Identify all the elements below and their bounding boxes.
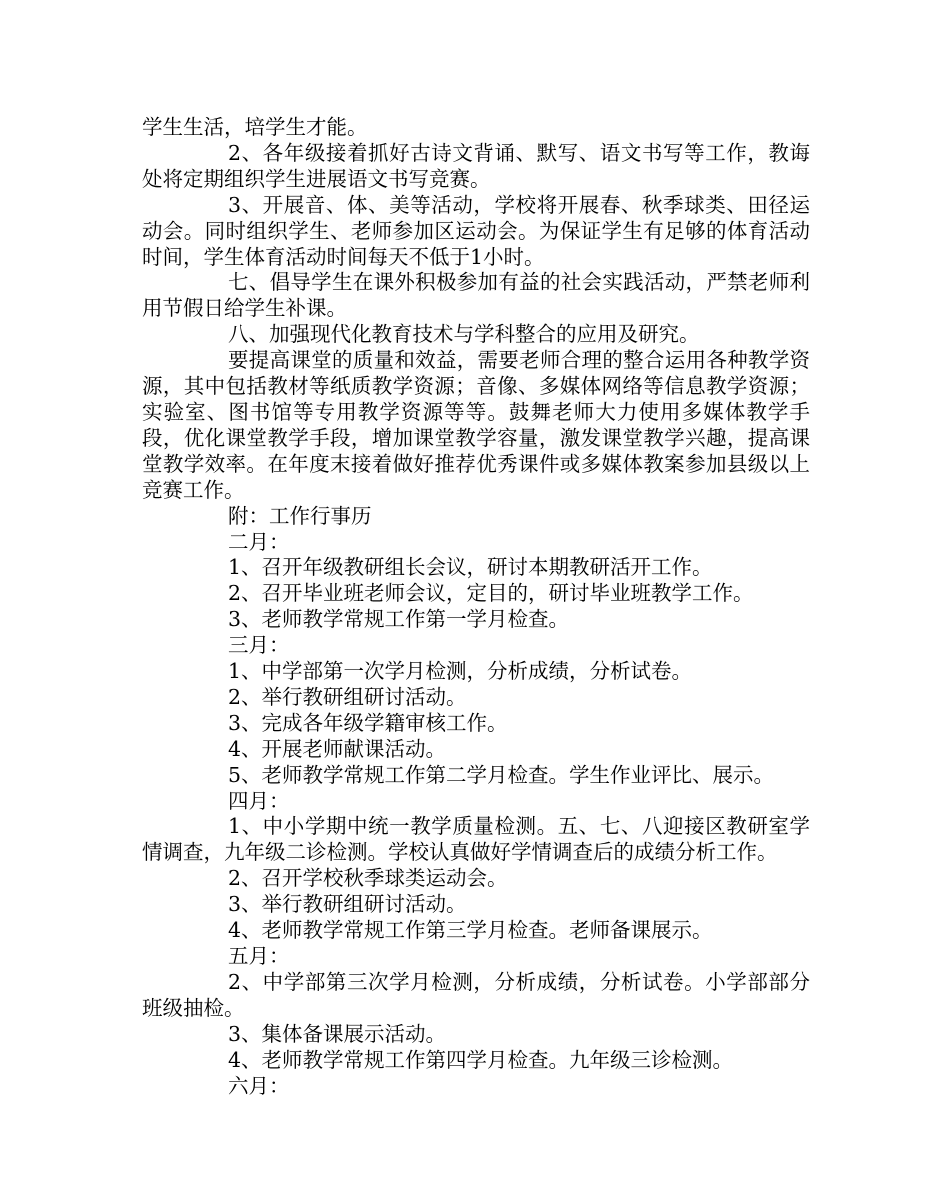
paragraph-section-seven: 七、倡导学生在课外积极参加有益的社会实践活动，严禁老师利用节假日给学生补课。 — [142, 270, 810, 321]
list-item: 1、中学部第一次学月检测，分析成绩，分析试卷。 — [228, 659, 693, 684]
month-heading-june: 六月： — [228, 1073, 290, 1098]
list-item: 5、老师教学常规工作第二学月检查。学生作业评比、展示。 — [228, 762, 775, 787]
list-item: 2、举行教研组研讨活动。 — [228, 684, 467, 709]
month-heading-february: 二月： — [228, 529, 290, 554]
list-item: 3、集体备课展示活动。 — [228, 1021, 447, 1046]
month-heading-march: 三月： — [228, 633, 290, 658]
list-item: 4、开展老师献课活动。 — [228, 736, 447, 761]
month-heading-may: 五月： — [228, 944, 290, 968]
list-item: 1、中小学期中统一教学质量检测。五、七、八迎接区教研室学情调查，九年级二诊检测。学校认真做好学情调查后的成绩分析工作。 — [142, 814, 810, 865]
list-item: 1、召开年级教研组长会议，研讨本期教研活开工作。 — [228, 555, 713, 580]
paragraph-classroom-quality: 要提高课堂的质量和效益，需要老师合理的整合运用各种教学资源，其中包括教材等纸质教学资源；音像、多媒体网络等信息教学资源；实验室、图书馆等专用教学资源等等。鼓舞老师大力使用多媒体教学手段，优化课堂教学手段，增加课堂教学容量，激发课堂教学兴趣，提高课堂教学效率。在年度末接着做好推荐优秀课件或多媒体教案参加县级以上竞赛工作。 — [142, 348, 810, 502]
paragraph-item-2-recitation: 2、各年级接着抓好古诗文背诵、默写、语文书写等工作，教诲处将定期组织学生进展语文书写竞赛。 — [142, 140, 810, 191]
list-item: 3、举行教研组研讨活动。 — [228, 892, 467, 917]
list-item: 2、召开学校秋季球类运动会。 — [228, 866, 508, 891]
list-item: 4、老师教学常规工作第四学月检查。九年级三诊检测。 — [228, 1047, 734, 1072]
paragraph-item-3-sports: 3、开展音、体、美等活动，学校将开展春、秋季球类、田径运动会。同时组织学生、老师参加区运动会。为保证学生有足够的体育活动时间，学生体育活动时间每天不低于1小时。 — [142, 192, 810, 269]
month-heading-april: 四月： — [228, 788, 290, 813]
paragraph-continuation: 学生生活，培学生才能。 — [142, 115, 368, 139]
document-page — [142, 115, 810, 1099]
list-item: 4、老师教学常规工作第三学月检查。老师备课展示。 — [228, 918, 713, 943]
paragraph-section-eight: 八、加强现代化教育技术与学科整合的应用及研究。 — [228, 322, 700, 347]
appendix-title: 附：工作行事历 — [228, 503, 372, 528]
list-item: 3、完成各年级学籍审核工作。 — [228, 710, 508, 735]
list-item: 2、召开毕业班老师会议，定目的，研讨毕业班教学工作。 — [228, 581, 754, 606]
list-item: 3、老师教学常规工作第一学月检查。 — [228, 607, 570, 632]
list-item: 2、中学部第三次学月检测，分析成绩，分析试卷。小学部部分班级抽检。 — [142, 969, 810, 1020]
